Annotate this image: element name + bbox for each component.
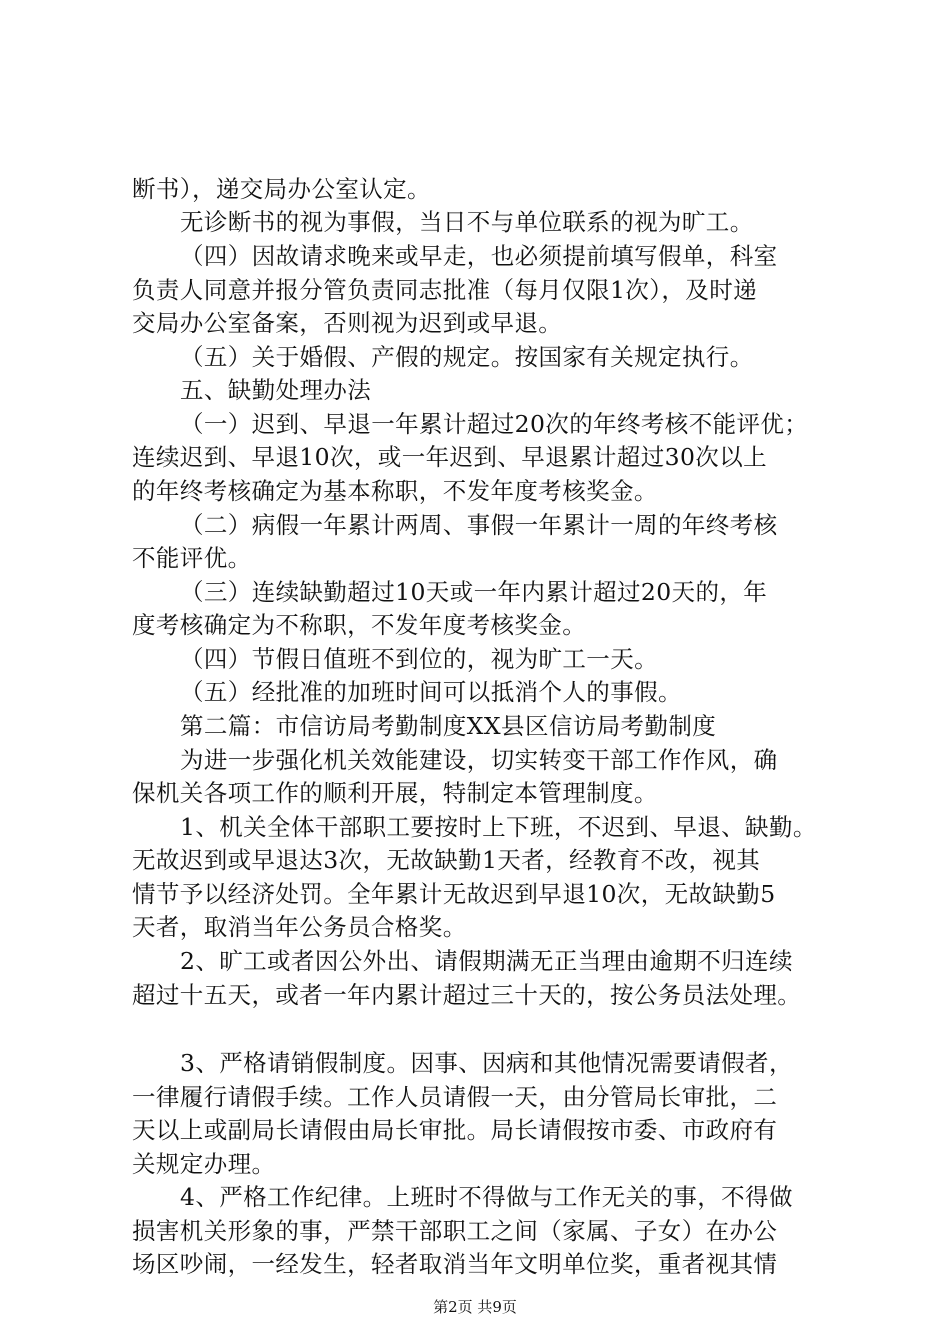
text-line: 负责人同意并报分管负责同志批准（每月仅限1次），及时递 <box>132 276 758 304</box>
text-line: 天以上或副局长请假由局长审批。局长请假按市委、市政府有 <box>132 1116 778 1144</box>
section-heading: 五、缺勤处理办法 <box>180 376 372 404</box>
text-line: （四）因故请求晚来或早走，也必须提前填写假单，科室 <box>180 242 778 270</box>
text-line: 损害机关形象的事，严禁干部职工之间（家属、子女）在办公 <box>132 1217 778 1245</box>
text-line: 无故迟到或早退达3次，无故缺勤1天者，经教育不改，视其 <box>132 846 761 874</box>
text-line: 3、严格请销假制度。因事、因病和其他情况需要请假者， <box>180 1049 793 1077</box>
text-line: 4、严格工作纪律。上班时不得做与工作无关的事，不得做 <box>180 1183 793 1211</box>
text-line: 不能评优。 <box>132 544 252 572</box>
text-line: 度考核确定为不称职，不发年度考核奖金。 <box>132 611 587 639</box>
text-line: （一）迟到、早退一年累计超过20次的年终考核不能评优； <box>180 410 809 438</box>
text-line: 场区吵闹，一经发生，轻者取消当年文明单位奖，重者视其情 <box>132 1250 778 1278</box>
text-line: 的年终考核确定为基本称职，不发年度考核奖金。 <box>132 477 658 505</box>
text-line: （五）经批准的加班时间可以抵消个人的事假。 <box>180 678 682 706</box>
text-line: 无诊断书的视为事假，当日不与单位联系的视为旷工。 <box>180 208 754 236</box>
section-heading: 第二篇：市信访局考勤制度XX县区信访局考勤制度 <box>180 712 717 740</box>
text-line: （二）病假一年累计两周、事假一年累计一周的年终考核 <box>180 511 778 539</box>
text-line: （五）关于婚假、产假的规定。按国家有关规定执行。 <box>180 343 754 371</box>
text-line: 2、旷工或者因公外出、请假期满无正当理由逾期不归连续 <box>180 947 793 975</box>
text-line: 1、机关全体干部职工要按时上下班，不迟到、早退、缺勤。 <box>180 813 817 841</box>
text-line: 为进一步强化机关效能建设，切实转变干部工作作风，确 <box>180 746 778 774</box>
text-line: （四）节假日值班不到位的，视为旷工一天。 <box>180 645 658 673</box>
text-line: 断书），递交局办公室认定。 <box>132 175 431 203</box>
page-number-footer: 第2页 共9页 <box>433 1298 517 1316</box>
text-line: （三）连续缺勤超过10天或一年内累计超过20天的，年 <box>180 578 768 606</box>
text-line: 情节予以经济处罚。全年累计无故迟到早退10次，无故缺勤5 <box>132 880 776 908</box>
text-line: 保机关各项工作的顺利开展，特制定本管理制度。 <box>132 779 658 807</box>
text-line: 天者，取消当年公务员合格奖。 <box>132 913 467 941</box>
text-line: 一律履行请假手续。工作人员请假一天，由分管局长审批，二 <box>132 1083 778 1111</box>
text-line: 关规定办理。 <box>132 1150 276 1178</box>
text-line: 连续迟到、早退10次，或一年迟到、早退累计超过30次以上 <box>132 443 768 471</box>
text-line: 交局办公室备案，否则视为迟到或早退。 <box>132 309 563 337</box>
text-line: 超过十五天，或者一年内累计超过三十天的，按公务员法处理。 <box>132 981 802 1009</box>
